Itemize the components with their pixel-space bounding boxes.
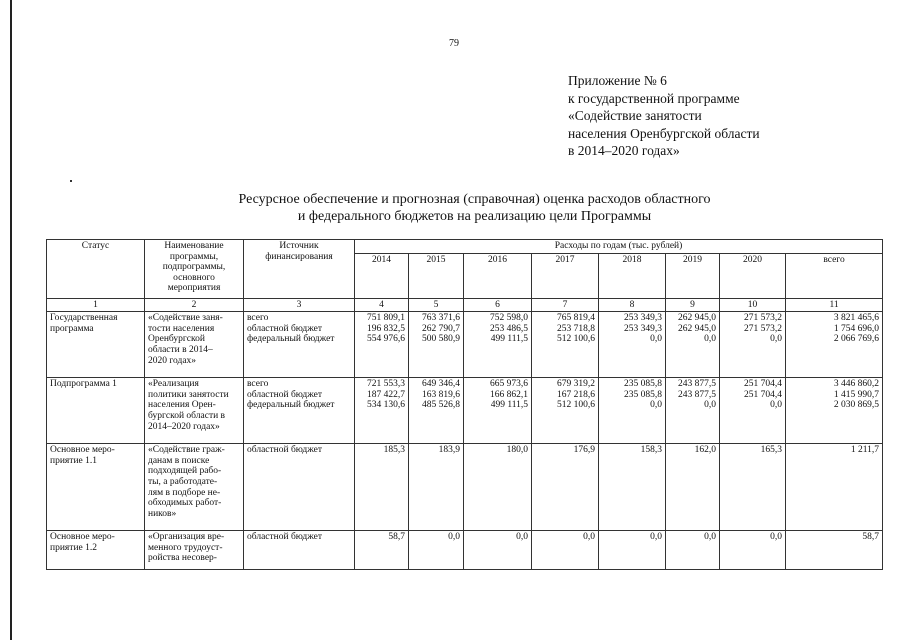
value: 0,0 (770, 400, 782, 411)
header-year: 2018 (599, 253, 666, 298)
value-cell (532, 531, 599, 570)
source-line: федеральный бюджет (247, 400, 335, 411)
source-line: федеральный бюджет (247, 334, 335, 345)
value: 751 809,1 (367, 313, 405, 324)
header-source-line: Источник (279, 241, 319, 251)
value: 58,7 (388, 532, 405, 543)
stray-dot (70, 180, 72, 182)
value: 253 718,8 (557, 323, 595, 334)
column-number: 2 (145, 298, 244, 312)
value: 512 100,6 (557, 400, 595, 411)
name-line: «Содействие граж- (148, 445, 225, 456)
status-line: программа (50, 323, 94, 334)
status-line: Подпрограмма 1 (50, 379, 117, 390)
source-cell (244, 444, 355, 531)
name-cell (145, 444, 244, 531)
header-year: 2017 (532, 253, 599, 298)
value: 163 819,6 (422, 389, 460, 400)
value: 499 111,5 (490, 400, 528, 411)
name-line: менного трудоуст- (148, 542, 223, 553)
source-line: областной бюджет (247, 323, 323, 334)
name-line: лям в подборе не- (148, 487, 221, 498)
page-number: 79 (449, 38, 459, 49)
value: 167 218,6 (557, 389, 595, 400)
value: 765 819,4 (557, 313, 595, 324)
column-number-row (47, 298, 883, 312)
value: 185,3 (383, 445, 405, 456)
header-year: 2020 (720, 253, 786, 298)
value: 649 346,4 (422, 379, 460, 390)
value: 665 973,6 (490, 379, 528, 390)
name-cell (145, 531, 244, 570)
value-cell (532, 312, 599, 378)
value-cell (409, 312, 464, 378)
header-status: Статус (47, 240, 145, 299)
title-line: Ресурсное обеспечение и прогнозная (справочная) оценка расходов областного (238, 192, 711, 207)
appendix-line: населения Оренбургской области (568, 125, 760, 141)
value-cell (720, 444, 786, 531)
value: 243 877,5 (678, 389, 716, 400)
source-line: областной бюджет (247, 389, 323, 400)
value-cell (532, 444, 599, 531)
value: 0,0 (770, 532, 782, 543)
value: 3 821 465,6 (833, 313, 880, 324)
name-line: данам в поиске (148, 455, 210, 466)
name-line: области в 2014– (148, 344, 213, 355)
value: 500 580,9 (422, 334, 460, 345)
value: 196 832,5 (367, 323, 405, 334)
source-line: областной бюджет (247, 532, 323, 543)
value: 0,0 (704, 334, 716, 345)
value: 253 349,3 (624, 323, 662, 334)
column-number: 11 (786, 298, 883, 312)
value-cell (464, 531, 532, 570)
header-name-line: Наименование (164, 241, 224, 251)
value-cell (720, 312, 786, 378)
status-cell (47, 378, 145, 444)
name-line: населения Орен- (148, 400, 216, 411)
header-source (244, 240, 355, 299)
value: 183,9 (438, 445, 460, 456)
value-cell (599, 444, 666, 531)
header-year: 2015 (409, 253, 464, 298)
value: 1 415 990,7 (833, 389, 880, 400)
value-cell (666, 312, 720, 378)
value-cell (786, 378, 883, 444)
appendix-line: Приложение № 6 (568, 73, 667, 88)
value: 180,0 (506, 445, 528, 456)
name-line: политики занятости (148, 389, 229, 400)
value: 752 598,0 (490, 313, 528, 324)
value-cell (355, 444, 409, 531)
source-cell (244, 378, 355, 444)
value: 534 130,6 (367, 400, 405, 411)
value-cell (720, 531, 786, 570)
value-cell (666, 531, 720, 570)
page-left-edge (10, 0, 12, 640)
source-line: областной бюджет (247, 445, 323, 456)
column-number: 6 (464, 298, 532, 312)
name-line: ты, а работодате- (148, 476, 218, 487)
source-cell (244, 531, 355, 570)
value-cell (409, 444, 464, 531)
expenses-table (46, 239, 883, 570)
header-name-line: программы, (169, 251, 219, 262)
value: 0,0 (704, 400, 716, 411)
status-line: приятие 1.1 (50, 455, 97, 466)
value: 2 030 869,5 (833, 400, 880, 411)
header-year: 2014 (355, 253, 409, 298)
name-line: обходимых работ- (148, 498, 222, 509)
column-number: 1 (47, 298, 145, 312)
value: 166 862,1 (490, 389, 528, 400)
status-cell (47, 531, 145, 570)
value: 58,7 (862, 532, 880, 543)
value-cell (666, 444, 720, 531)
column-number: 7 (532, 298, 599, 312)
value: 1 754 696,0 (833, 323, 880, 334)
value-cell (599, 531, 666, 570)
appendix-line: к государственной программе (568, 90, 740, 106)
value-cell (409, 531, 464, 570)
name-line: бургской области в (148, 410, 226, 421)
value-cell (409, 378, 464, 444)
value-cell (532, 378, 599, 444)
column-number: 3 (244, 298, 355, 312)
header-year: 2019 (666, 253, 720, 298)
status-line: приятие 1.2 (50, 542, 97, 553)
value: 262 790,7 (422, 323, 460, 334)
value: 158,3 (640, 445, 662, 456)
value-cell (786, 444, 883, 531)
value: 3 446 860,2 (833, 379, 880, 390)
value: 251 704,4 (744, 389, 782, 400)
value-cell (355, 312, 409, 378)
table-row (47, 312, 883, 378)
name-cell (145, 378, 244, 444)
name-line: подходящей рабо- (148, 466, 222, 477)
header-year: 2016 (464, 253, 532, 298)
value: 0,0 (650, 400, 662, 411)
name-line: «Организация вре- (148, 532, 225, 543)
document-title (0, 191, 905, 225)
value: 485 526,8 (422, 400, 460, 411)
appendix-line: «Содействие занятости (568, 108, 702, 123)
value: 235 085,8 (624, 389, 662, 400)
value: 0,0 (516, 532, 528, 543)
value: 0,0 (650, 334, 662, 345)
value-cell (464, 444, 532, 531)
value: 235 085,8 (624, 379, 662, 390)
value: 162,0 (694, 445, 716, 456)
value: 0,0 (448, 532, 460, 543)
source-cell (244, 312, 355, 378)
value: 763 371,6 (422, 313, 460, 324)
status-line: Основное меро- (50, 532, 115, 543)
header-name-line: мероприятия (167, 283, 221, 294)
header-source-line: финансирования (265, 251, 333, 262)
column-number: 9 (666, 298, 720, 312)
value: 243 877,5 (678, 379, 716, 390)
name-line: Оренбургской (148, 334, 205, 345)
value-cell (786, 312, 883, 378)
status-cell (47, 312, 145, 378)
name-line: «Реализация (148, 379, 199, 390)
value: 499 111,5 (490, 334, 528, 345)
name-line: ройства несовер- (148, 553, 217, 564)
value: 253 349,3 (624, 313, 662, 324)
value: 262 945,0 (678, 323, 716, 334)
value: 554 976,6 (367, 334, 405, 345)
column-number: 10 (720, 298, 786, 312)
value-cell (720, 378, 786, 444)
status-cell (47, 444, 145, 531)
header-row (47, 240, 883, 254)
value: 0,0 (770, 334, 782, 345)
title-line: и федерального бюджетов на реализацию цели Программы (297, 209, 652, 224)
value: 0,0 (650, 532, 662, 543)
name-line: тости населения (148, 323, 215, 334)
value: 165,3 (760, 445, 782, 456)
value: 253 486,5 (490, 323, 528, 334)
header-expenses: Расходы по годам (тыс. рублей) (355, 240, 883, 254)
value-cell (464, 312, 532, 378)
header-total: всего (786, 253, 883, 298)
value-cell (666, 378, 720, 444)
value-cell (355, 378, 409, 444)
name-line: 2020 годах» (148, 355, 197, 366)
appendix-caption (568, 72, 760, 160)
value: 262 945,0 (678, 313, 716, 324)
name-line: «Содействие заня- (148, 313, 223, 324)
table-body (47, 240, 883, 570)
appendix-line: в 2014–2020 годах» (568, 143, 680, 158)
value: 0,0 (704, 532, 716, 543)
value: 1 211,7 (850, 445, 880, 456)
value: 679 319,2 (557, 379, 595, 390)
name-line: 2014–2020 годах» (148, 421, 220, 432)
status-line: Государственная (50, 313, 118, 324)
value: 512 100,6 (557, 334, 595, 345)
header-name-line: основного (173, 272, 215, 283)
value: 2 066 769,6 (833, 334, 880, 345)
value: 251 704,4 (744, 379, 782, 390)
value: 271 573,2 (744, 313, 782, 324)
name-cell (145, 312, 244, 378)
value: 176,9 (573, 445, 595, 456)
value: 271 573,2 (744, 323, 782, 334)
value: 721 553,3 (367, 379, 405, 390)
table-row (47, 444, 883, 531)
source-line: всего (247, 379, 269, 390)
column-number: 4 (355, 298, 409, 312)
value-cell (599, 378, 666, 444)
header-name-line: подпрограммы, (162, 262, 226, 273)
column-number: 8 (599, 298, 666, 312)
source-line: всего (247, 313, 269, 324)
table-row (47, 531, 883, 570)
name-line: ников» (148, 508, 177, 519)
value-cell (599, 312, 666, 378)
value-cell (464, 378, 532, 444)
value: 187 422,7 (367, 389, 405, 400)
column-number: 5 (409, 298, 464, 312)
value: 0,0 (583, 532, 595, 543)
table-row (47, 378, 883, 444)
value-cell (786, 531, 883, 570)
value-cell (355, 531, 409, 570)
header-name (145, 240, 244, 299)
status-line: Основное меро- (50, 445, 115, 456)
